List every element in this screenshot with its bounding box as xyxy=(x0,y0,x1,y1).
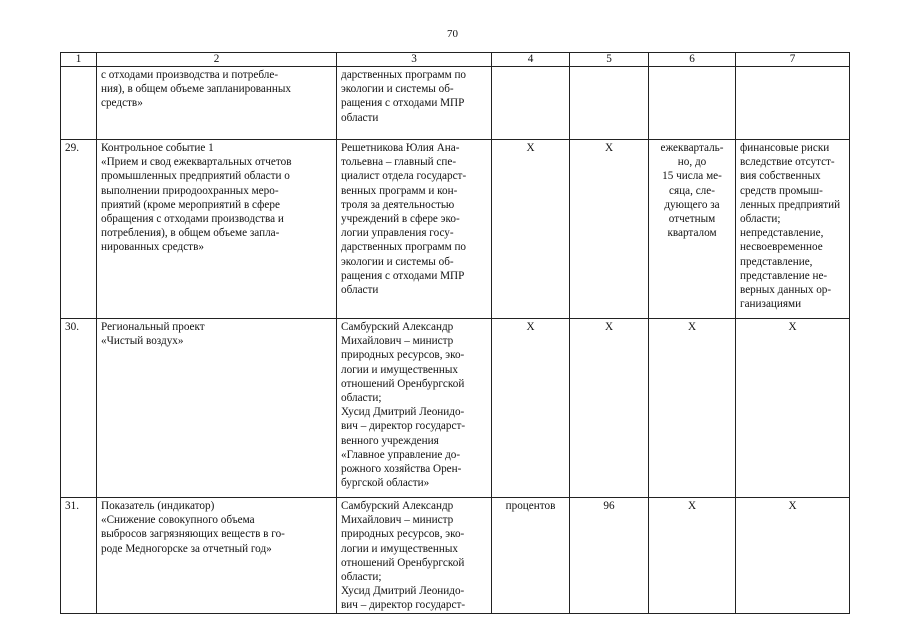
unit-cell: Х xyxy=(492,319,570,498)
page-number: 70 xyxy=(447,28,458,40)
unit-cell xyxy=(492,67,570,140)
responsible-person: дарственных программ по экологии и системы об- ращения с отходами МПР области xyxy=(337,67,492,140)
responsible-person: Решетникова Юлия Ана- тольевна – главный спе- циалист отдела государст- венных программ и кон- троля за деятельностью учреждений в сфере эко- логии управления госу- дарственных программ по экологии и системы об- ращения с отходами МПР области xyxy=(337,140,492,319)
item-name: Показатель (индикатор) «Снижение совокупного объема выбросов загрязняющих веществ в го- роде Медногорске за отчетный год» xyxy=(97,498,337,614)
risks-cell: финансовые риски вследствие отсутст- вия собственных средств промыш- ленных предприятий области; непредставление, несвоевременное представление, представление не- верных данных ор- ганизациями xyxy=(736,140,850,319)
table-row xyxy=(61,140,850,319)
item-name: Региональный проект «Чистый воздух» xyxy=(97,319,337,498)
item-name: с отходами производства и потребле- ния), в общем объеме запланированных средств» xyxy=(97,67,337,140)
responsible-person: Самбурский Александр Михайлович – министр природных ресурсов, эко- логии и имущественных отношений Оренбургской области; Хусид Дмитрий Леонидо- вич – директор государст- венного учреждения «Главное управление до- рожного хозяйства Орен- бургской области» xyxy=(337,319,492,498)
value-cell xyxy=(570,67,649,140)
item-name: Контрольное событие 1 «Прием и свод ежеквартальных отчетов промышленных предприятий области о выполнении природоохранных меро- приятий (кроме мероприятий в сфере обращения с отходами производства и потребления), в общем объеме запла- нированных средств» xyxy=(97,140,337,319)
column-number: 4 xyxy=(492,53,570,67)
column-number: 7 xyxy=(736,53,850,67)
deadline-cell: ежекварталь- но, до 15 числа ме- сяца, сле- дующего за отчетным кварталом xyxy=(649,140,736,319)
table-row xyxy=(61,67,850,140)
responsible-person: Самбурский Александр Михайлович – министр природных ресурсов, эко- логии и имущественных отношений Оренбургской области; Хусид Дмитрий Леонидо- вич – директор государст- xyxy=(337,498,492,614)
deadline-cell xyxy=(649,67,736,140)
row-number: 30. xyxy=(61,319,97,498)
column-number: 2 xyxy=(97,53,337,67)
deadline-cell: Х xyxy=(649,498,736,614)
value-cell: 96 xyxy=(570,498,649,614)
risks-cell: Х xyxy=(736,319,850,498)
table-row xyxy=(61,498,850,614)
risks-cell xyxy=(736,67,850,140)
unit-cell: процентов xyxy=(492,498,570,614)
value-cell: Х xyxy=(570,140,649,319)
row-number xyxy=(61,67,97,140)
unit-cell: Х xyxy=(492,140,570,319)
column-number: 5 xyxy=(570,53,649,67)
value-cell: Х xyxy=(570,319,649,498)
risks-cell: Х xyxy=(736,498,850,614)
plan-table xyxy=(60,52,850,614)
column-number: 6 xyxy=(649,53,736,67)
column-number-row xyxy=(61,53,850,67)
row-number: 29. xyxy=(61,140,97,319)
column-number: 1 xyxy=(61,53,97,67)
table-row xyxy=(61,319,850,498)
deadline-cell: Х xyxy=(649,319,736,498)
row-number: 31. xyxy=(61,498,97,614)
column-number: 3 xyxy=(337,53,492,67)
